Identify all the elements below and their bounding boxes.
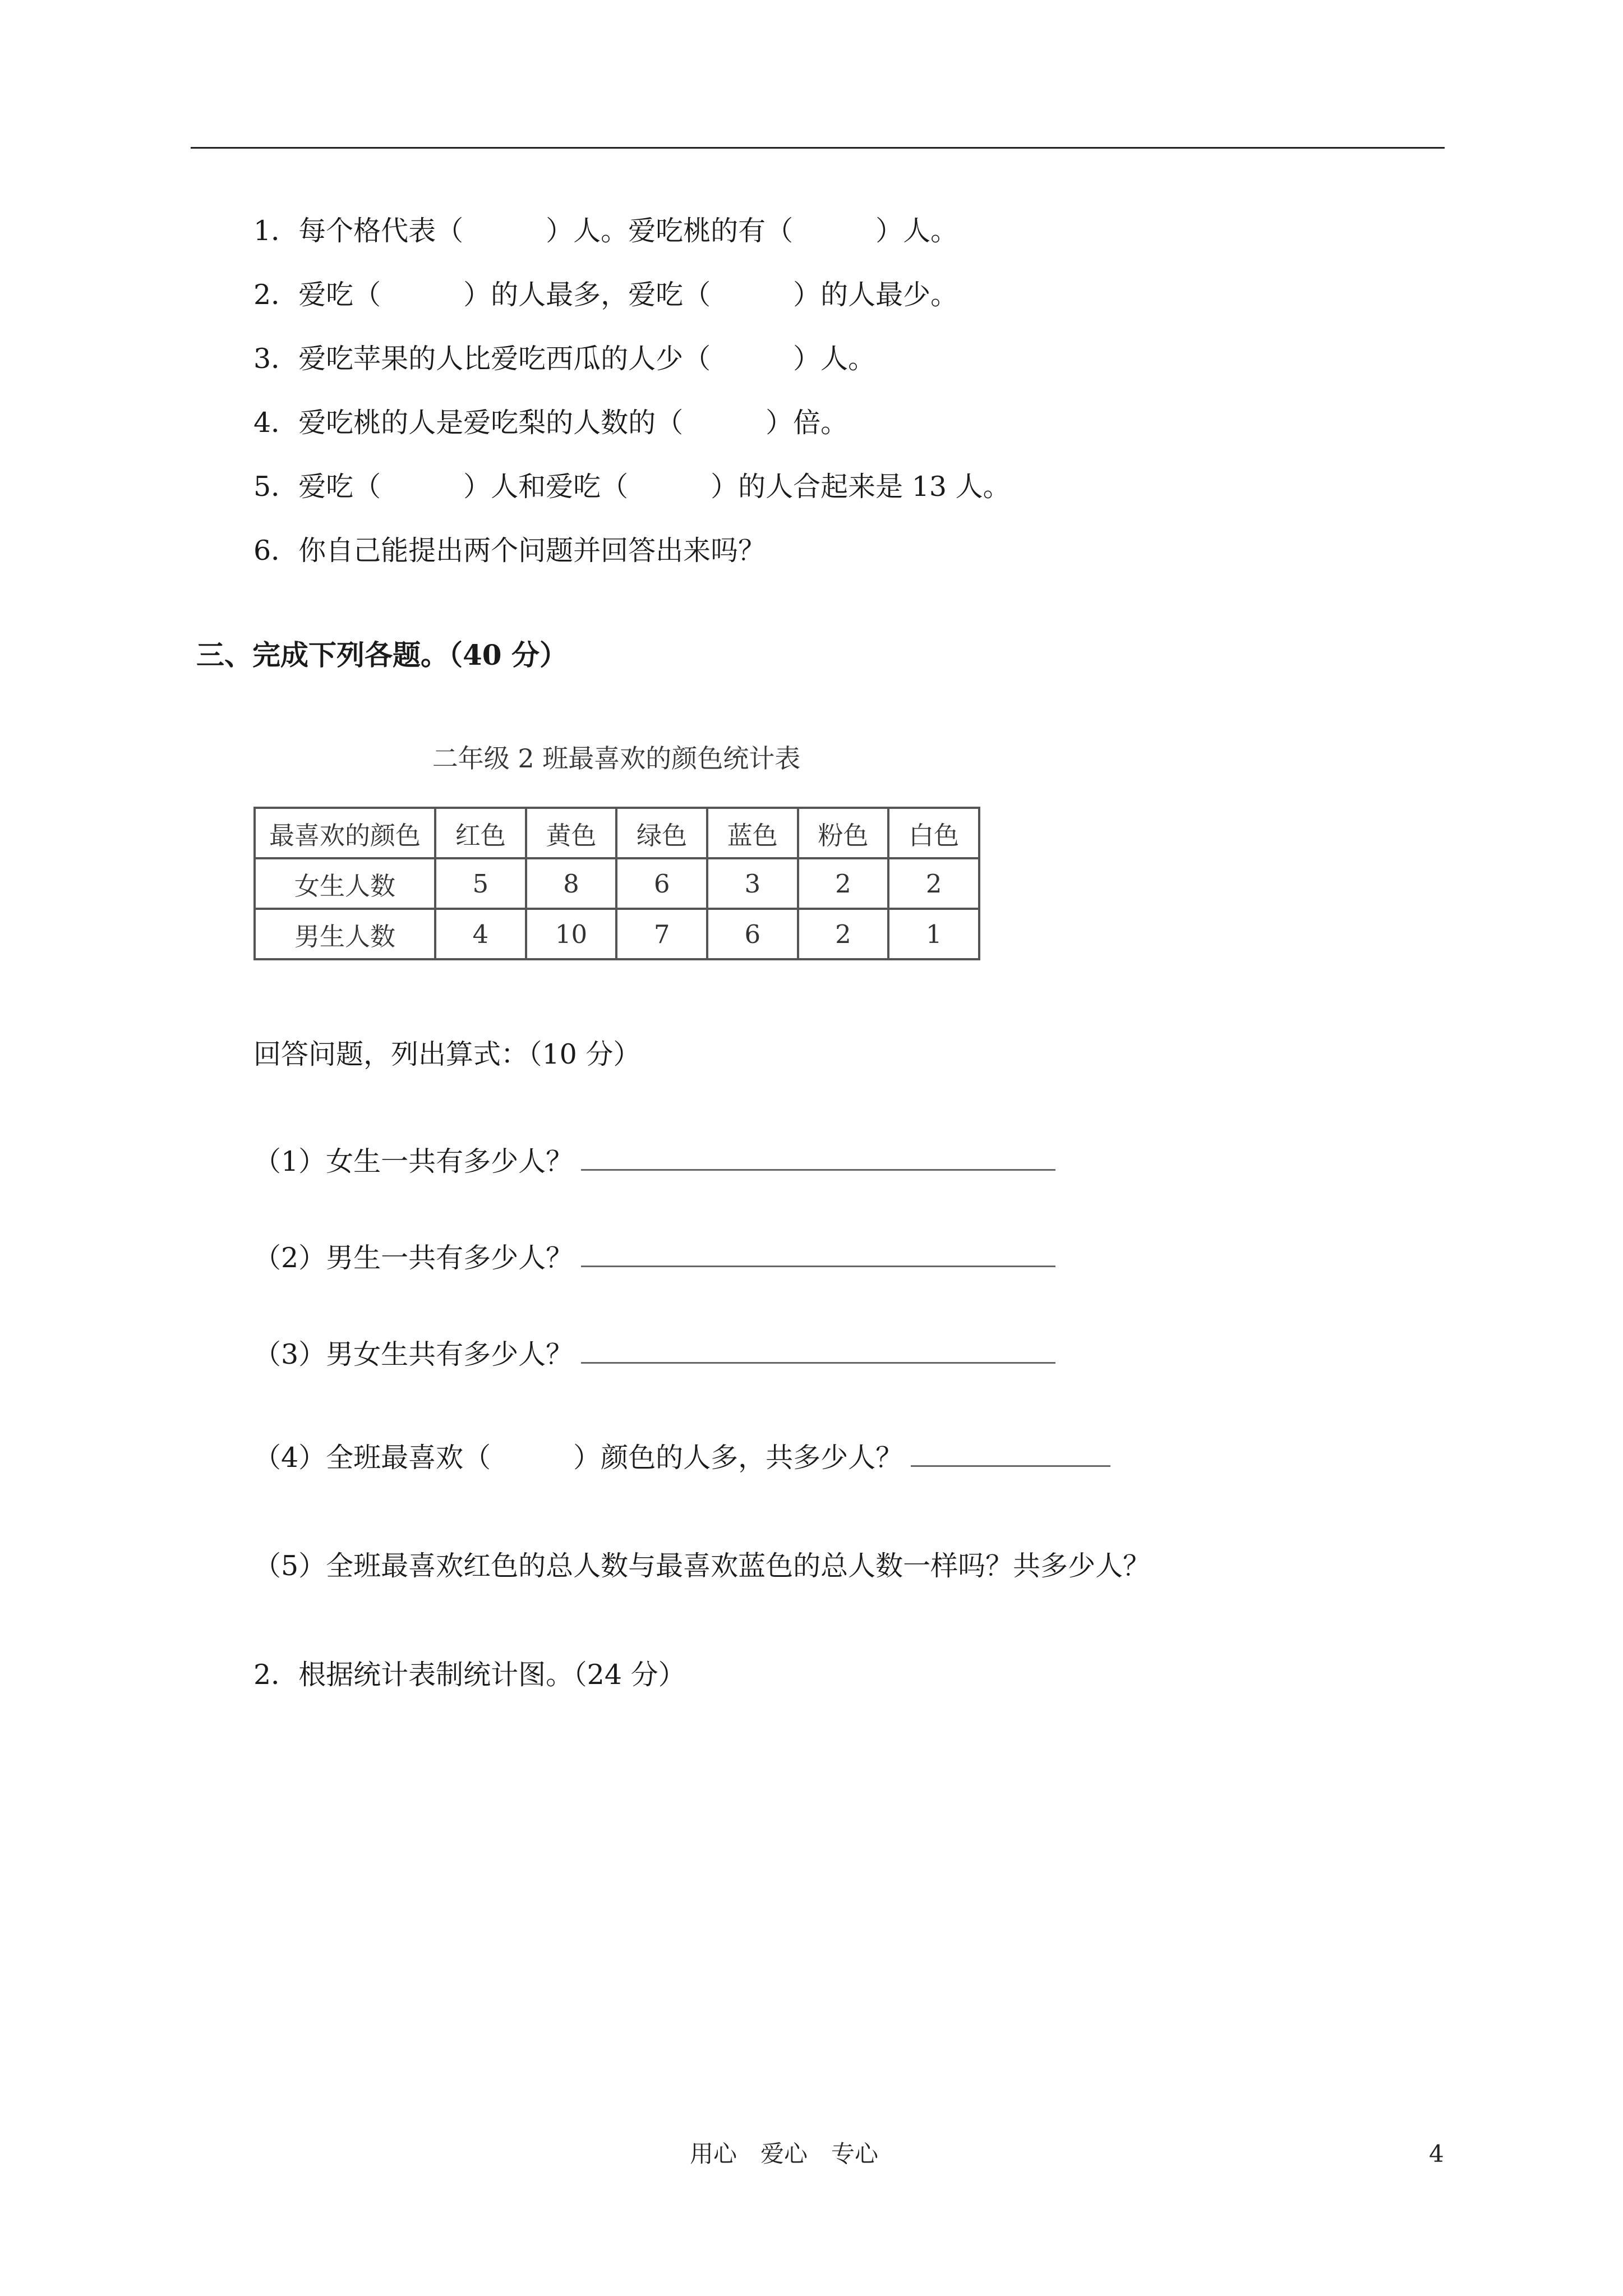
page-number: 4 xyxy=(1429,2140,1444,2168)
table-cell: 1 xyxy=(888,909,979,959)
table-title: 二年级 2 班最喜欢的颜色统计表 xyxy=(432,743,801,774)
answer-blank-1[interactable] xyxy=(581,1144,1055,1171)
table-header-cell: 白色 xyxy=(888,808,979,858)
table-cell: 6 xyxy=(707,909,798,959)
question-4: 4．爱吃桃的人是爱吃梨的人数的（ ）倍。 xyxy=(253,407,849,439)
table-cell: 4 xyxy=(435,909,526,959)
sub-question-5: （5）全班最喜欢红色的总人数与最喜欢蓝色的总人数一样吗？共多少人？ xyxy=(253,1550,1151,1582)
table-row-label: 女生人数 xyxy=(255,858,435,909)
table-header-cell: 绿色 xyxy=(616,808,707,858)
page-footer: 用心 爱心 专心 xyxy=(690,2140,879,2168)
sub-question-4-text: （4）全班最喜欢（ ）颜色的人多，共多少人？ xyxy=(253,1442,903,1474)
question-6: 6．你自己能提出两个问题并回答出来吗？ xyxy=(253,535,766,567)
sub-question-2 xyxy=(253,1241,1055,1275)
table-cell: 5 xyxy=(435,858,526,909)
table-cell: 7 xyxy=(616,909,707,959)
table-header-cell: 黄色 xyxy=(526,808,617,858)
section-3-heading: 三、完成下列各题。（40 分） xyxy=(196,638,568,671)
table-cell: 8 xyxy=(526,858,617,909)
table-header-cell: 红色 xyxy=(435,808,526,858)
sub-question-2-text: （2）男生一共有多少人？ xyxy=(253,1242,574,1274)
table-row xyxy=(255,909,979,959)
sub-question-1 xyxy=(253,1144,1055,1179)
color-stats-table xyxy=(253,807,980,960)
question-5: 5．爱吃（ ）人和爱吃（ ）的人合起来是 13 人。 xyxy=(253,471,1011,503)
answer-blank-3[interactable] xyxy=(581,1337,1055,1364)
sub-question-4 xyxy=(253,1441,1110,1475)
table-row xyxy=(255,858,979,909)
table-cell: 2 xyxy=(798,909,889,959)
question-2-chart: 2．根据统计表制统计图。（24 分） xyxy=(253,1659,686,1691)
answer-blank-4[interactable] xyxy=(911,1441,1110,1467)
table-header-cell: 最喜欢的颜色 xyxy=(255,808,435,858)
question-1: 1．每个格代表（ ）人。爱吃桃的有（ ）人。 xyxy=(253,215,958,247)
sub-question-1-text: （1）女生一共有多少人？ xyxy=(253,1145,574,1177)
answer-prompt: 回答问题，列出算式：（10 分） xyxy=(253,1038,641,1070)
table-row-label: 男生人数 xyxy=(255,909,435,959)
sub-question-3 xyxy=(253,1337,1055,1372)
answer-blank-2[interactable] xyxy=(581,1241,1055,1267)
question-2: 2．爱吃（ ）的人最多，爱吃（ ）的人最少。 xyxy=(253,279,958,311)
header-rule xyxy=(191,147,1445,149)
table-header-cell: 粉色 xyxy=(798,808,889,858)
table-header-row xyxy=(255,808,979,858)
question-3: 3．爱吃苹果的人比爱吃西瓜的人少（ ）人。 xyxy=(253,343,876,375)
table-cell: 10 xyxy=(526,909,617,959)
table-header-cell: 蓝色 xyxy=(707,808,798,858)
table-cell: 6 xyxy=(616,858,707,909)
sub-question-3-text: （3）男女生共有多少人？ xyxy=(253,1338,574,1370)
table-cell: 2 xyxy=(888,858,979,909)
table-cell: 2 xyxy=(798,858,889,909)
table-cell: 3 xyxy=(707,858,798,909)
